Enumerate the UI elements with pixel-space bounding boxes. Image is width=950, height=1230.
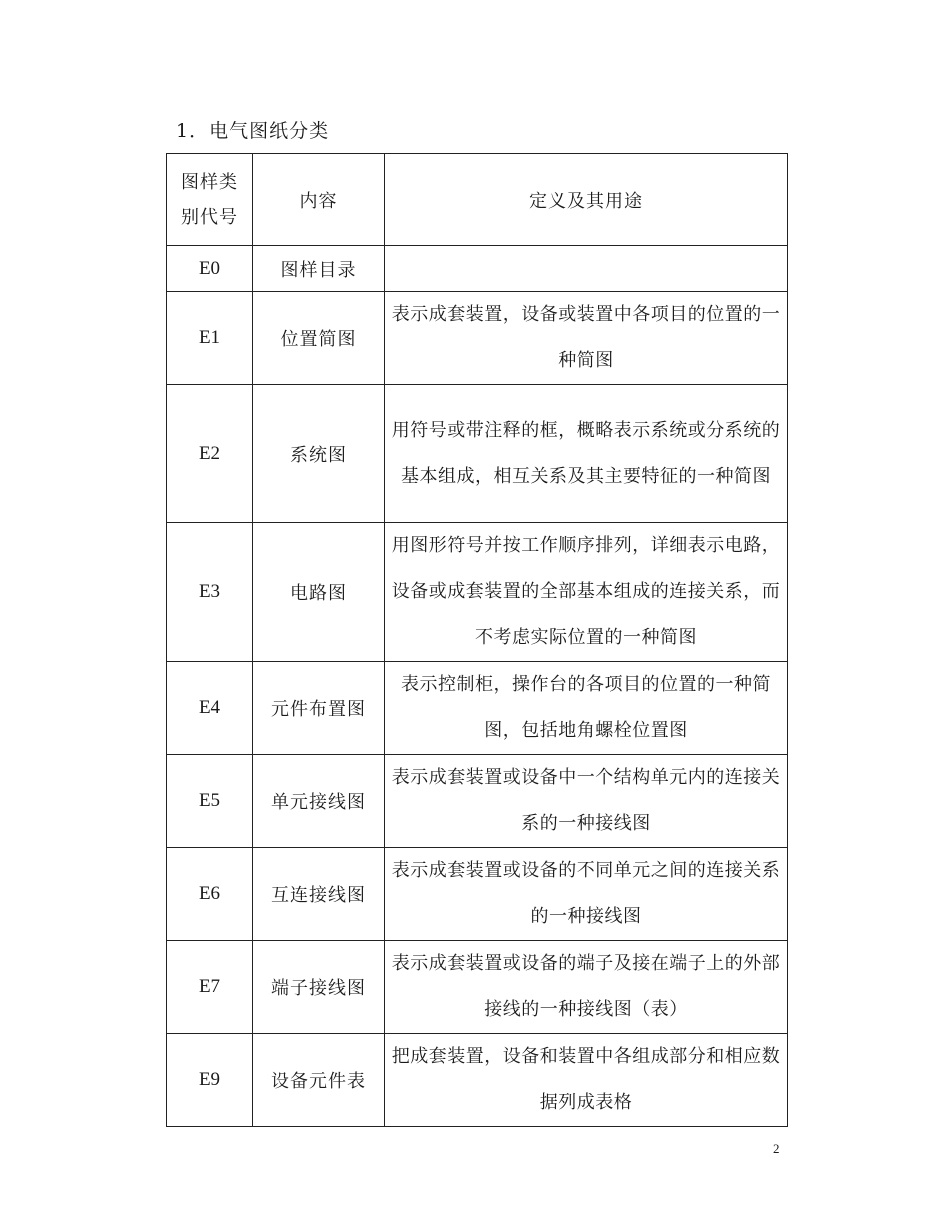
row-content: 图样目录 [280,259,357,281]
row-code: E1 [198,327,221,348]
header-content-cell [253,154,385,246]
content-cell [253,848,385,941]
row-code: E2 [198,442,221,464]
row-definition: 用图形符号并按工作顺序排列，详细表示电路，设备或成套装置的全部基本组成的连接关系，而不考虑实际位置的一种简图 [391,535,781,648]
definition-cell [385,1034,788,1127]
definition-cell [385,246,788,292]
table-row [167,246,788,292]
table-row [167,385,788,523]
row-code: E9 [198,1069,221,1090]
code-cell [167,523,253,662]
row-content: 单元接线图 [271,792,366,813]
table-row [167,1034,788,1127]
row-content: 位置简图 [280,329,357,350]
definition-cell [385,941,788,1034]
row-definition: 表示成套装置或设备的不同单元之间的连接关系的一种接线图 [391,860,781,927]
table-row [167,523,788,662]
row-content: 设备元件表 [271,1071,366,1092]
row-content: 互连接线图 [271,885,366,906]
header-content: 内容 [299,190,338,212]
code-cell [167,755,253,848]
content-cell [253,246,385,292]
code-cell [167,1034,253,1127]
row-definition: 用符号或带注释的框，概略表示系统或分系统的基本组成，相互关系及其主要特征的一种简图 [391,419,781,487]
code-cell [167,292,253,385]
definition-cell [385,848,788,941]
drawing-classification-table [166,153,788,1127]
table-row [167,662,788,755]
row-content: 系统图 [290,444,347,466]
header-definition: 定义及其用途 [529,190,643,212]
definition-cell [385,523,788,662]
row-definition: 把成套装置，设备和装置中各组成部分和相应数据列成表格 [391,1046,781,1113]
row-content: 电路图 [290,583,347,604]
row-definition: 表示成套装置，设备或装置中各项目的位置的一种简图 [391,304,781,371]
table-row [167,755,788,848]
row-definition: 表示成套装置或设备的端子及接在端子上的外部接线的一种接线图（表） [391,953,781,1020]
header-code: 图样类别代号 [181,171,238,228]
row-definition: 表示控制柜，操作台的各项目的位置的一种简图，包括地角螺栓位置图 [401,674,771,741]
table-row [167,848,788,941]
content-cell [253,292,385,385]
content-cell [253,941,385,1034]
definition-cell [385,292,788,385]
table-row [167,292,788,385]
definition-cell [385,755,788,848]
definition-cell [385,662,788,755]
content-cell [253,523,385,662]
code-cell [167,848,253,941]
section-title: 1．电气图纸分类 [176,120,330,142]
row-code: E5 [198,790,221,811]
code-cell [167,385,253,523]
row-code: E0 [198,257,221,279]
row-code: E3 [198,581,221,602]
content-cell [253,385,385,523]
row-code: E7 [198,976,221,997]
page-number: 2 [773,1141,780,1156]
code-cell [167,941,253,1034]
row-code: E6 [198,883,221,904]
table-header-row [167,154,788,246]
content-cell [253,662,385,755]
content-cell [253,755,385,848]
code-cell [167,662,253,755]
row-content: 元件布置图 [271,699,366,720]
content-cell [253,1034,385,1127]
row-code: E4 [198,697,221,718]
code-cell [167,246,253,292]
header-definition-cell [385,154,788,246]
row-definition: 表示成套装置或设备中一个结构单元内的连接关系的一种接线图 [391,767,781,834]
row-content: 端子接线图 [271,978,366,999]
table-row [167,941,788,1034]
definition-cell [385,385,788,523]
header-code-cell [167,154,253,246]
